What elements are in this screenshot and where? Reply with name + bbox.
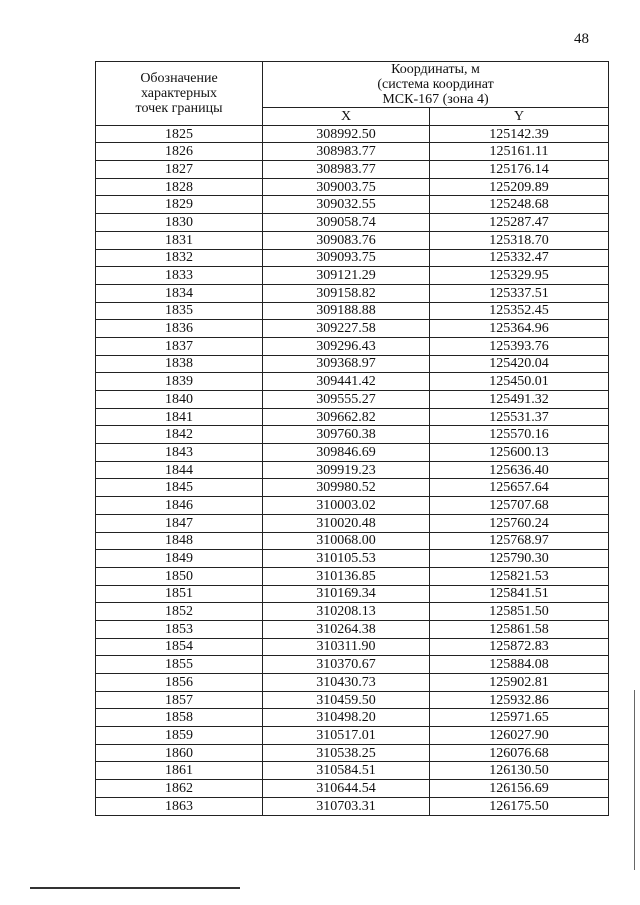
- header-point-designation: Обозначение характерных точек границы: [96, 62, 263, 126]
- table-row: [96, 691, 609, 709]
- point-cell: 1838: [96, 355, 263, 373]
- point-cell: 1851: [96, 585, 263, 603]
- y-cell: 125657.64: [430, 479, 609, 497]
- x-cell: 310430.73: [263, 674, 430, 692]
- y-cell: 125932.86: [430, 691, 609, 709]
- table-row: [96, 567, 609, 585]
- table-row: [96, 231, 609, 249]
- y-cell: 125760.24: [430, 514, 609, 532]
- table-row: [96, 674, 609, 692]
- point-cell: 1857: [96, 691, 263, 709]
- table-row: [96, 143, 609, 161]
- table-row: [96, 656, 609, 674]
- y-cell: 125352.45: [430, 302, 609, 320]
- y-cell: 125971.65: [430, 709, 609, 727]
- point-cell: 1834: [96, 284, 263, 302]
- x-cell: 309227.58: [263, 320, 430, 338]
- y-cell: 125248.68: [430, 196, 609, 214]
- x-cell: 309296.43: [263, 337, 430, 355]
- x-cell: 308992.50: [263, 125, 430, 143]
- point-cell: 1835: [96, 302, 263, 320]
- x-cell: 309093.75: [263, 249, 430, 267]
- coordinates-table: [95, 61, 609, 816]
- point-cell: 1831: [96, 231, 263, 249]
- table-row: [96, 178, 609, 196]
- table-row: [96, 620, 609, 638]
- point-cell: 1859: [96, 727, 263, 745]
- point-cell: 1858: [96, 709, 263, 727]
- y-cell: 125902.81: [430, 674, 609, 692]
- y-cell: 125332.47: [430, 249, 609, 267]
- x-cell: 310105.53: [263, 550, 430, 568]
- x-cell: 309003.75: [263, 178, 430, 196]
- x-cell: 310370.67: [263, 656, 430, 674]
- header-x: X: [263, 108, 430, 126]
- table-row: [96, 337, 609, 355]
- x-cell: 309188.88: [263, 302, 430, 320]
- point-cell: 1854: [96, 638, 263, 656]
- table-row: [96, 585, 609, 603]
- footer-rule: [30, 887, 240, 889]
- x-cell: 310517.01: [263, 727, 430, 745]
- table-row: [96, 514, 609, 532]
- table-row: [96, 603, 609, 621]
- x-cell: 310644.54: [263, 780, 430, 798]
- x-cell: 310208.13: [263, 603, 430, 621]
- x-cell: 309058.74: [263, 214, 430, 232]
- table-row: [96, 161, 609, 179]
- x-cell: 308983.77: [263, 143, 430, 161]
- point-cell: 1863: [96, 797, 263, 815]
- y-cell: 125851.50: [430, 603, 609, 621]
- point-cell: 1846: [96, 497, 263, 515]
- point-cell: 1850: [96, 567, 263, 585]
- table-row: [96, 727, 609, 745]
- y-cell: 125420.04: [430, 355, 609, 373]
- page-number: 48: [574, 31, 589, 47]
- y-cell: 125329.95: [430, 267, 609, 285]
- table-row: [96, 355, 609, 373]
- y-cell: 125570.16: [430, 426, 609, 444]
- point-cell: 1855: [96, 656, 263, 674]
- point-cell: 1853: [96, 620, 263, 638]
- point-cell: 1860: [96, 744, 263, 762]
- table-row: [96, 320, 609, 338]
- y-cell: 126175.50: [430, 797, 609, 815]
- y-cell: 125861.58: [430, 620, 609, 638]
- y-cell: 125287.47: [430, 214, 609, 232]
- table-row: [96, 125, 609, 143]
- point-cell: 1841: [96, 408, 263, 426]
- x-cell: 310459.50: [263, 691, 430, 709]
- x-cell: 310703.31: [263, 797, 430, 815]
- point-cell: 1844: [96, 461, 263, 479]
- y-cell: 125884.08: [430, 656, 609, 674]
- x-cell: 309760.38: [263, 426, 430, 444]
- table-row: [96, 267, 609, 285]
- x-cell: 309441.42: [263, 373, 430, 391]
- table-row: [96, 461, 609, 479]
- x-cell: 310136.85: [263, 567, 430, 585]
- table-row: [96, 497, 609, 515]
- table-row: [96, 426, 609, 444]
- point-cell: 1830: [96, 214, 263, 232]
- table-row: [96, 532, 609, 550]
- y-cell: 125768.97: [430, 532, 609, 550]
- point-cell: 1836: [96, 320, 263, 338]
- point-cell: 1840: [96, 391, 263, 409]
- y-cell: 125161.11: [430, 143, 609, 161]
- table-row: [96, 196, 609, 214]
- point-cell: 1825: [96, 125, 263, 143]
- x-cell: 310264.38: [263, 620, 430, 638]
- table-row: [96, 780, 609, 798]
- point-cell: 1852: [96, 603, 263, 621]
- y-cell: 126130.50: [430, 762, 609, 780]
- x-cell: 309662.82: [263, 408, 430, 426]
- point-cell: 1847: [96, 514, 263, 532]
- x-cell: 309846.69: [263, 444, 430, 462]
- x-cell: 309368.97: [263, 355, 430, 373]
- y-cell: 125337.51: [430, 284, 609, 302]
- table-row: [96, 373, 609, 391]
- y-cell: 125318.70: [430, 231, 609, 249]
- point-cell: 1826: [96, 143, 263, 161]
- table-row: [96, 744, 609, 762]
- y-cell: 125790.30: [430, 550, 609, 568]
- x-cell: 310068.00: [263, 532, 430, 550]
- x-cell: 310498.20: [263, 709, 430, 727]
- x-cell: 310169.34: [263, 585, 430, 603]
- point-cell: 1837: [96, 337, 263, 355]
- point-cell: 1861: [96, 762, 263, 780]
- header-y: Y: [430, 108, 609, 126]
- x-cell: 309121.29: [263, 267, 430, 285]
- y-cell: 125209.89: [430, 178, 609, 196]
- table-row: [96, 550, 609, 568]
- table-row: [96, 762, 609, 780]
- x-cell: 309919.23: [263, 461, 430, 479]
- point-cell: 1845: [96, 479, 263, 497]
- x-cell: 310538.25: [263, 744, 430, 762]
- table-row: [96, 444, 609, 462]
- y-cell: 126076.68: [430, 744, 609, 762]
- point-cell: 1843: [96, 444, 263, 462]
- table-row: [96, 408, 609, 426]
- y-cell: 126027.90: [430, 727, 609, 745]
- x-cell: 310020.48: [263, 514, 430, 532]
- table-row: [96, 284, 609, 302]
- x-cell: 308983.77: [263, 161, 430, 179]
- point-cell: 1862: [96, 780, 263, 798]
- table-row: [96, 479, 609, 497]
- x-cell: 309083.76: [263, 231, 430, 249]
- y-cell: 125841.51: [430, 585, 609, 603]
- point-cell: 1842: [96, 426, 263, 444]
- y-cell: 125491.32: [430, 391, 609, 409]
- table-body: [96, 125, 609, 815]
- scan-edge-mark: [634, 690, 635, 870]
- y-cell: 125531.37: [430, 408, 609, 426]
- y-cell: 125636.40: [430, 461, 609, 479]
- y-cell: 125450.01: [430, 373, 609, 391]
- y-cell: 125176.14: [430, 161, 609, 179]
- y-cell: 125707.68: [430, 497, 609, 515]
- point-cell: 1849: [96, 550, 263, 568]
- table-header: [96, 62, 609, 126]
- y-cell: 126156.69: [430, 780, 609, 798]
- y-cell: 125142.39: [430, 125, 609, 143]
- table-row: [96, 797, 609, 815]
- table-row: [96, 249, 609, 267]
- table-row: [96, 638, 609, 656]
- table-row: [96, 214, 609, 232]
- x-cell: 310003.02: [263, 497, 430, 515]
- x-cell: 309158.82: [263, 284, 430, 302]
- x-cell: 309980.52: [263, 479, 430, 497]
- y-cell: 125364.96: [430, 320, 609, 338]
- table-row: [96, 709, 609, 727]
- point-cell: 1856: [96, 674, 263, 692]
- table-row: [96, 391, 609, 409]
- y-cell: 125821.53: [430, 567, 609, 585]
- point-cell: 1839: [96, 373, 263, 391]
- point-cell: 1827: [96, 161, 263, 179]
- y-cell: 125600.13: [430, 444, 609, 462]
- point-cell: 1832: [96, 249, 263, 267]
- y-cell: 125393.76: [430, 337, 609, 355]
- point-cell: 1829: [96, 196, 263, 214]
- x-cell: 310584.51: [263, 762, 430, 780]
- x-cell: 310311.90: [263, 638, 430, 656]
- point-cell: 1833: [96, 267, 263, 285]
- x-cell: 309032.55: [263, 196, 430, 214]
- point-cell: 1848: [96, 532, 263, 550]
- table-row: [96, 302, 609, 320]
- x-cell: 309555.27: [263, 391, 430, 409]
- y-cell: 125872.83: [430, 638, 609, 656]
- header-coordinates: Координаты, м (система координат МСК-167 (зона 4): [263, 62, 609, 108]
- point-cell: 1828: [96, 178, 263, 196]
